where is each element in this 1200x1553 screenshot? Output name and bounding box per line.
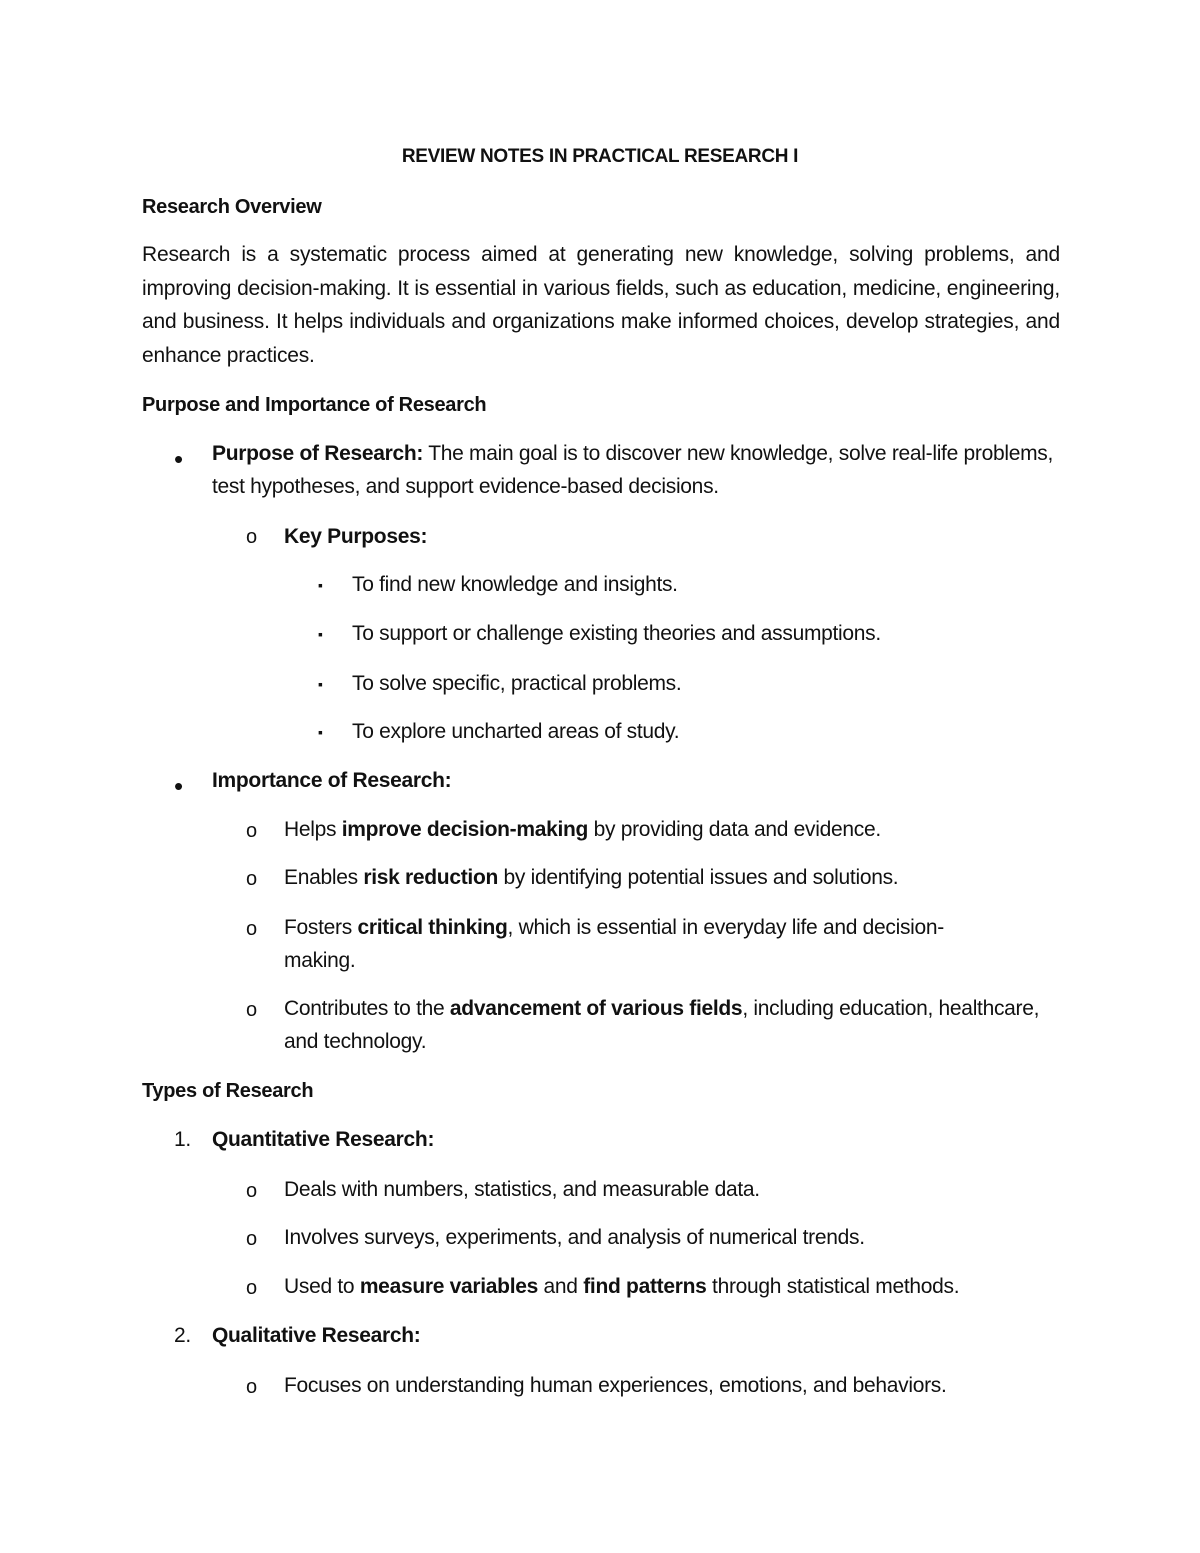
quantitative-item-emphasis: measure variables (359, 1275, 539, 1298)
quantitative-item-emphasis: find patterns (583, 1275, 707, 1298)
importance-item-text: by providing data and evidence. (588, 818, 881, 841)
section-heading-types-of-research: Types of Research (142, 1080, 314, 1102)
purpose-of-research-label: Purpose of Research: (212, 442, 424, 465)
bullet-key-purpose-3: ▪ (318, 676, 323, 692)
document-title: REVIEW NOTES IN PRACTICAL RESEARCH I (401, 146, 799, 167)
quantitative-item-text: and (538, 1275, 584, 1298)
importance-item-emphasis: risk reduction (363, 866, 498, 889)
importance-item-text: Helps (284, 818, 342, 841)
importance-item (284, 992, 1044, 1058)
bullet-quantitative-3: o (246, 1277, 258, 1299)
key-purposes-label: Key Purposes: (284, 525, 428, 548)
bullet-importance: • (174, 771, 184, 801)
quantitative-item (284, 1270, 1084, 1303)
importance-item (284, 813, 1064, 846)
quantitative-research-label: Quantitative Research: (212, 1128, 435, 1151)
qualitative-item: Focuses on understanding human experiences, emotions, and behaviors. (284, 1374, 947, 1397)
importance-item-emphasis: critical thinking (357, 916, 508, 939)
bullet-importance-1: o (246, 820, 258, 842)
importance-item (284, 911, 944, 977)
key-purpose-item: To support or challenge existing theories and assumptions. (352, 622, 881, 645)
overview-paragraph: Research is a systematic process aimed at generating new knowledge, solving problems, and improving decision-making. It is essential in various fields, such as education, medicine, engineering, and business. It helps individuals and organizations make informed choices, develop strategies, and enhance practices. (142, 243, 1060, 367)
bullet-purpose: • (174, 444, 184, 474)
importance-item-text: , which is essential in everyday life and decision-making. (284, 916, 944, 972)
qualitative-number: 2. (174, 1324, 191, 1347)
bullet-quantitative-2: o (246, 1228, 258, 1250)
bullet-key-purpose-2: ▪ (318, 626, 323, 642)
key-purpose-item: To explore uncharted areas of study. (352, 720, 680, 743)
importance-of-research-label: Importance of Research: (212, 769, 452, 792)
importance-item-text: Contributes to the (284, 997, 450, 1020)
importance-item-text: Enables (284, 866, 364, 889)
bullet-key-purpose-1: ▪ (318, 577, 323, 593)
quantitative-item-text: Used to (284, 1275, 360, 1298)
quantitative-number: 1. (174, 1128, 191, 1151)
bullet-key-purposes: o (246, 526, 258, 548)
key-purpose-item: To solve specific, practical problems. (352, 672, 682, 695)
importance-item (284, 861, 1064, 894)
section-heading-research-overview: Research Overview (142, 196, 322, 218)
quantitative-item: Deals with numbers, statistics, and measurable data. (284, 1178, 760, 1201)
bullet-importance-3: o (246, 918, 258, 940)
key-purpose-item: To find new knowledge and insights. (352, 573, 678, 596)
purpose-of-research-item (212, 437, 1062, 503)
importance-item-text: , including education, healthcare, and technology. (284, 997, 1040, 1053)
importance-item-emphasis: improve decision-making (341, 818, 589, 841)
bullet-qualitative-1: o (246, 1376, 258, 1398)
quantitative-item: Involves surveys, experiments, and analysis of numerical trends. (284, 1226, 865, 1249)
bullet-importance-2: o (246, 868, 258, 890)
purpose-of-research-text: The main goal is to discover new knowledge, solve real-life problems, test hypotheses, and support evidence-based decisions. (212, 442, 1054, 498)
importance-item-emphasis: advancement of various fields (449, 997, 743, 1020)
importance-item-text: by identifying potential issues and solutions. (498, 866, 899, 889)
bullet-quantitative-1: o (246, 1180, 258, 1202)
quantitative-item-text: through statistical methods. (706, 1275, 960, 1298)
section-heading-purpose-importance: Purpose and Importance of Research (142, 394, 487, 416)
bullet-key-purpose-4: ▪ (318, 724, 323, 740)
bullet-importance-4: o (246, 999, 258, 1021)
importance-item-text: Fosters (284, 916, 358, 939)
qualitative-research-label: Qualitative Research: (212, 1324, 421, 1347)
